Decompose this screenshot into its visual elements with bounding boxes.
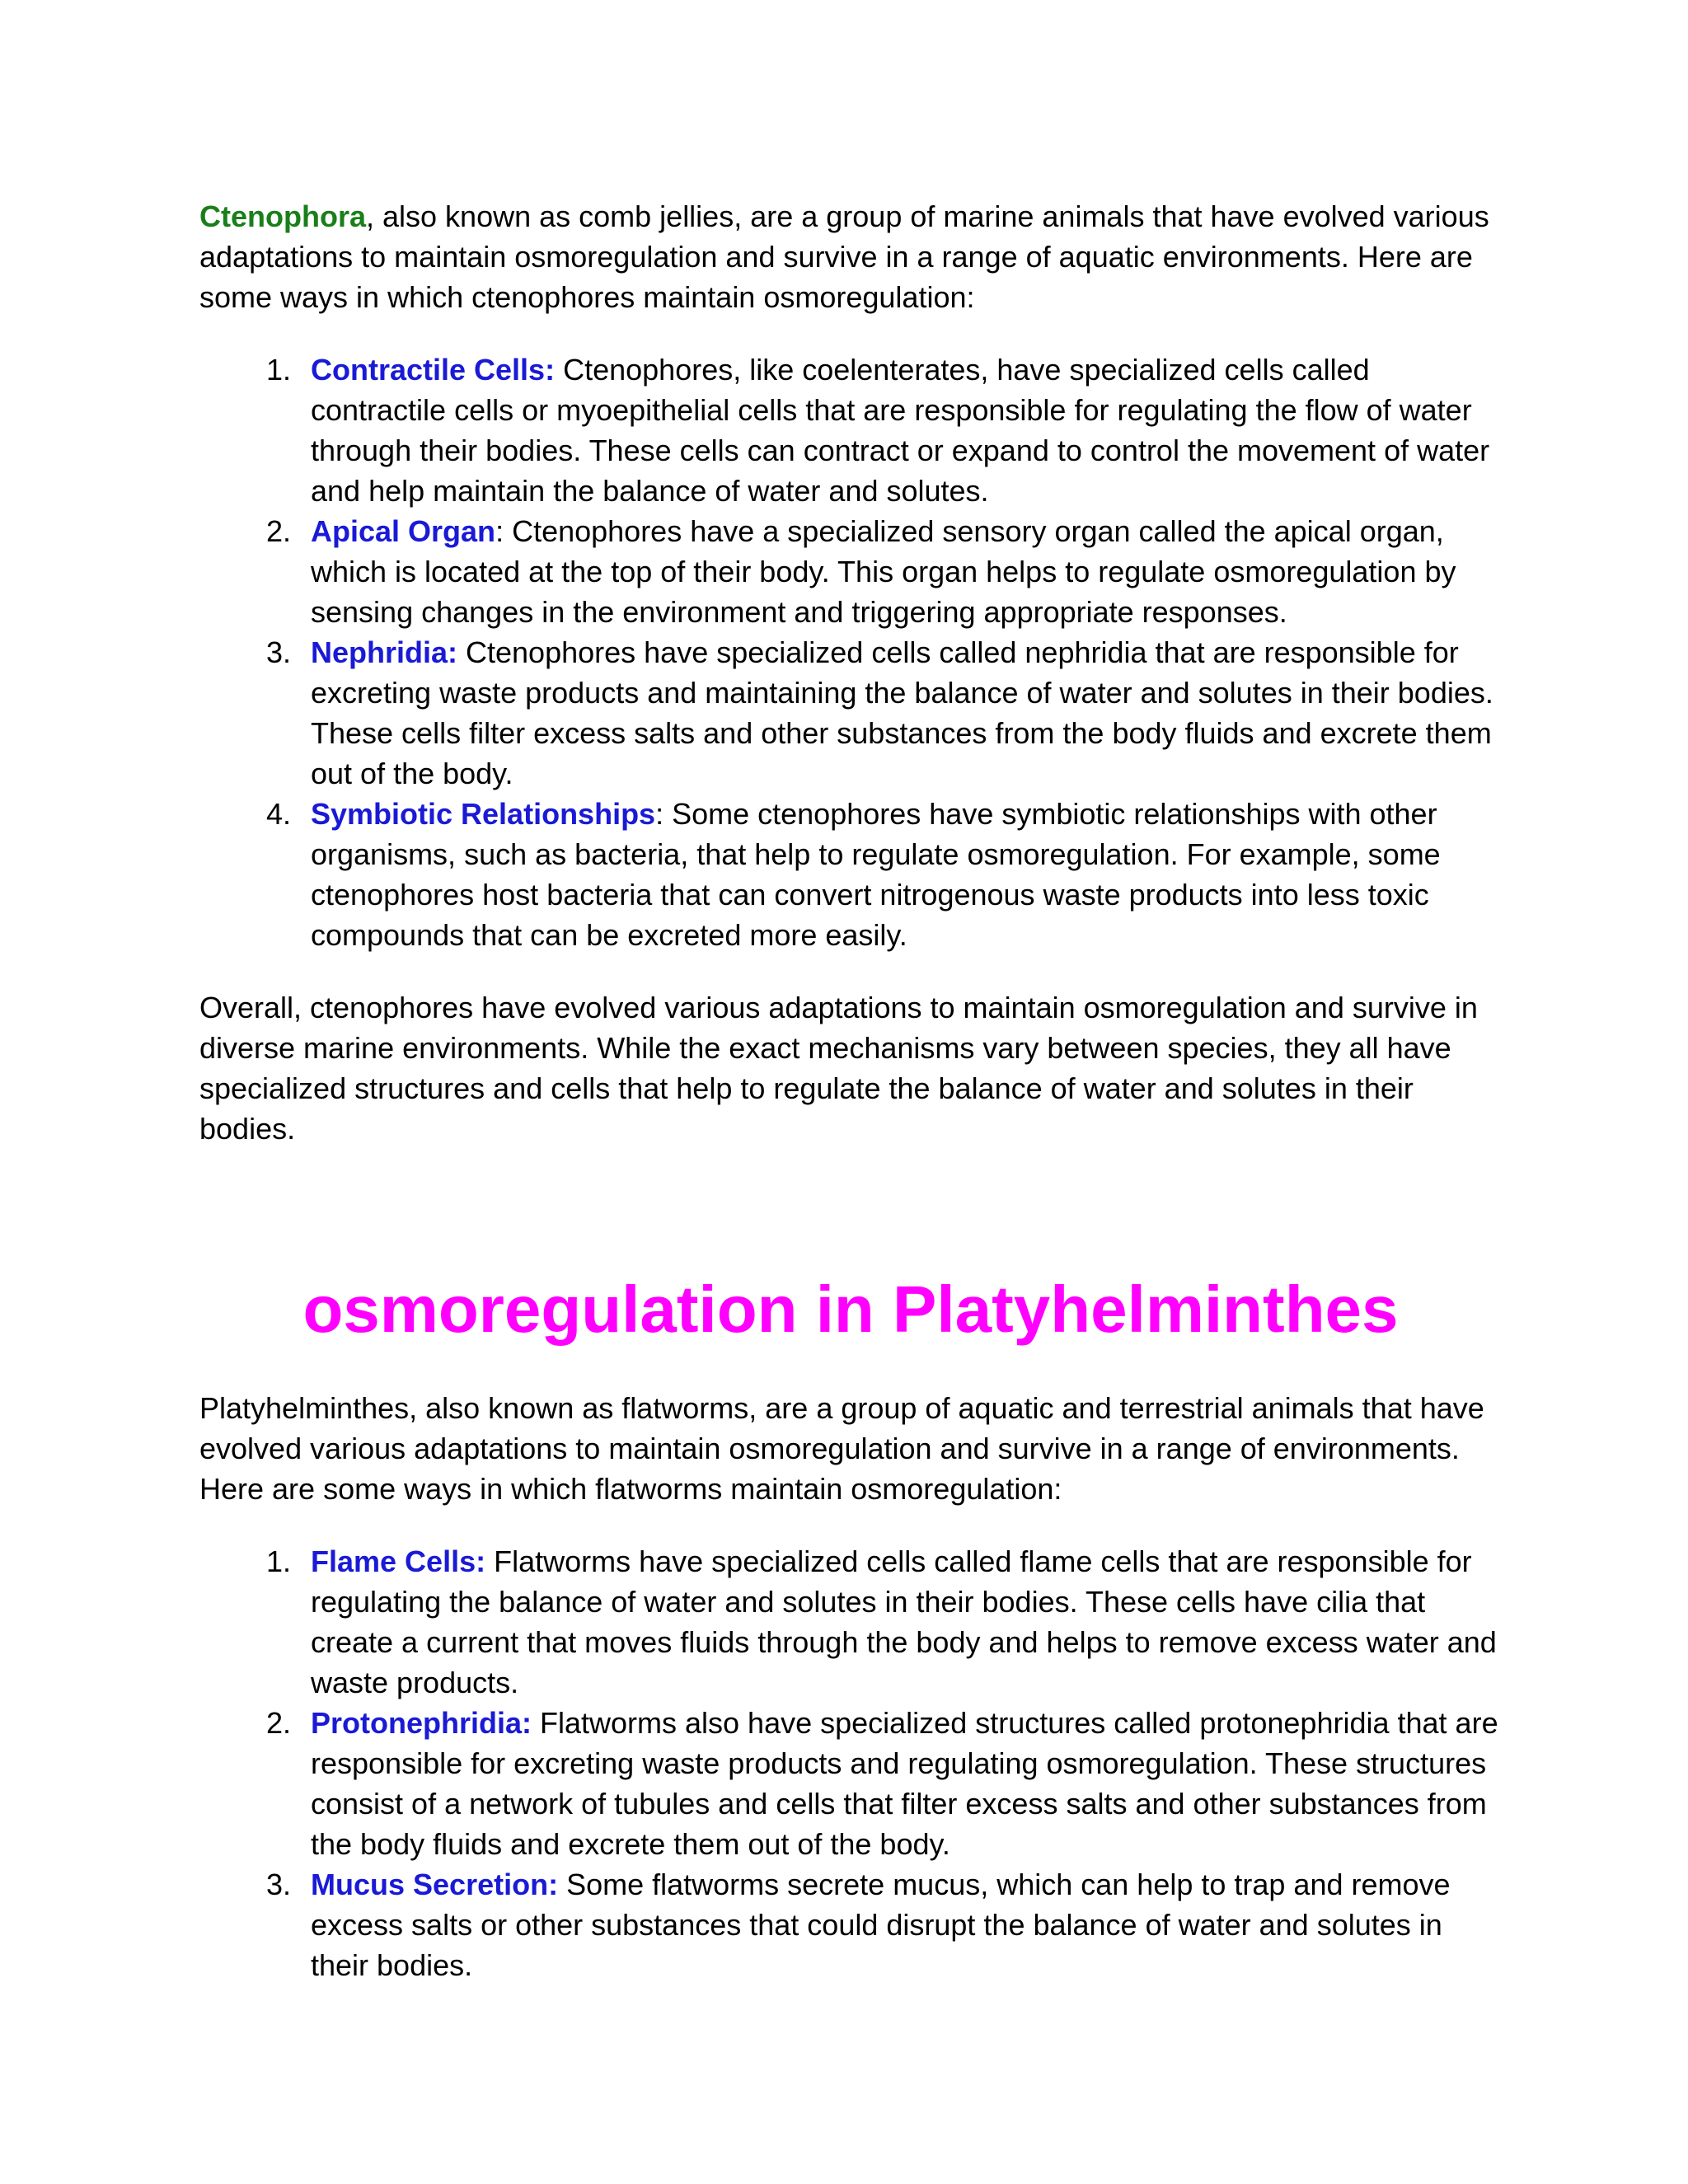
ctenophora-section xyxy=(199,196,1502,1149)
document-page xyxy=(199,196,1502,2018)
item-term: Mucus Secretion: xyxy=(311,1868,559,1901)
platyhelminthes-section xyxy=(199,1264,1502,1985)
list-item xyxy=(299,632,1502,794)
item-term: Symbiotic Relationships xyxy=(311,797,656,831)
list-item xyxy=(299,511,1502,632)
list-item xyxy=(299,1541,1502,1703)
item-text: Flatworms have specialized cells called flame cells that are responsible for regulating the balance of water and solutes in their bodies. These cells have cilia that create a current that moves fluids through the body and helps to remove excess water and waste products. xyxy=(311,1544,1497,1699)
platyhelminthes-list xyxy=(199,1541,1502,1985)
list-item xyxy=(299,1864,1502,1985)
ctenophora-conclusion: Overall, ctenophores have evolved various adaptations to maintain osmoregulation and survive in diverse marine environments. While the exact mechanisms vary between species, they all have specialized structures and cells that help to regulate the balance of water and solutes in their bodies. xyxy=(199,991,1478,1146)
item-text: Flatworms also have specialized structures called protonephridia that are responsible for excreting waste products and regulating osmoregulation. These structures consist of a network of tubules and cells that filter excess salts and other substances from the body fluids and excrete them out of the body. xyxy=(311,1706,1498,1861)
item-text: : Some ctenophores have symbiotic relationships with other organisms, such as bacteria, that help to regulate osmoregulation. For example, some ctenophores host bacteria that can convert nitrogenous waste products into less toxic compounds that can be excreted more easily. xyxy=(311,797,1441,952)
ctenophora-intro xyxy=(199,196,1502,317)
item-term: Nephridia: xyxy=(311,635,458,669)
item-text: : Ctenophores have a specialized sensory organ called the apical organ, which is located at the top of their body. This organ helps to regulate osmoregulation by sensing changes in the environment and triggering appropriate responses. xyxy=(311,514,1456,629)
item-term: Apical Organ xyxy=(311,514,496,548)
section-heading: osmoregulation in Platyhelminthes xyxy=(302,1272,1399,1346)
list-item xyxy=(299,349,1502,511)
ctenophora-list xyxy=(199,349,1502,955)
ctenophora-lead-term: Ctenophora xyxy=(199,199,366,233)
item-text: Ctenophores have specialized cells called nephridia that are responsible for excreting waste products and maintaining the balance of water and solutes in their bodies. These cells filter excess salts and other substances from the body fluids and excrete them out of the body. xyxy=(311,635,1493,790)
item-text: Ctenophores, like coelenterates, have specialized cells called contractile cells or myoepithelial cells that are responsible for regulating the flow of water through their bodies. These cells can contract or expand to control the movement of water and help maintain the balance of water and solutes. xyxy=(311,353,1490,508)
item-term: Protonephridia: xyxy=(311,1706,532,1740)
list-item xyxy=(299,1703,1502,1864)
item-term: Contractile Cells: xyxy=(311,353,556,387)
ctenophora-intro-text: , also known as comb jellies, are a group of marine animals that have evolved various adaptations to maintain osmoregulation and survive in a range of aquatic environments. Here are some ways in which ctenophores maintain osmoregulation: xyxy=(199,199,1489,314)
platyhelminthes-intro: Platyhelminthes, also known as flatworms, are a group of aquatic and terrestrial animals that have evolved various adaptations to maintain osmoregulation and survive in a range of environments. Here are some ways in which flatworms maintain osmoregulation: xyxy=(199,1391,1484,1506)
list-item xyxy=(299,794,1502,955)
item-term: Flame Cells: xyxy=(311,1544,486,1578)
item-text: Some flatworms secrete mucus, which can help to trap and remove excess salts or other substances that could disrupt the balance of water and solutes in their bodies. xyxy=(311,1868,1451,1982)
